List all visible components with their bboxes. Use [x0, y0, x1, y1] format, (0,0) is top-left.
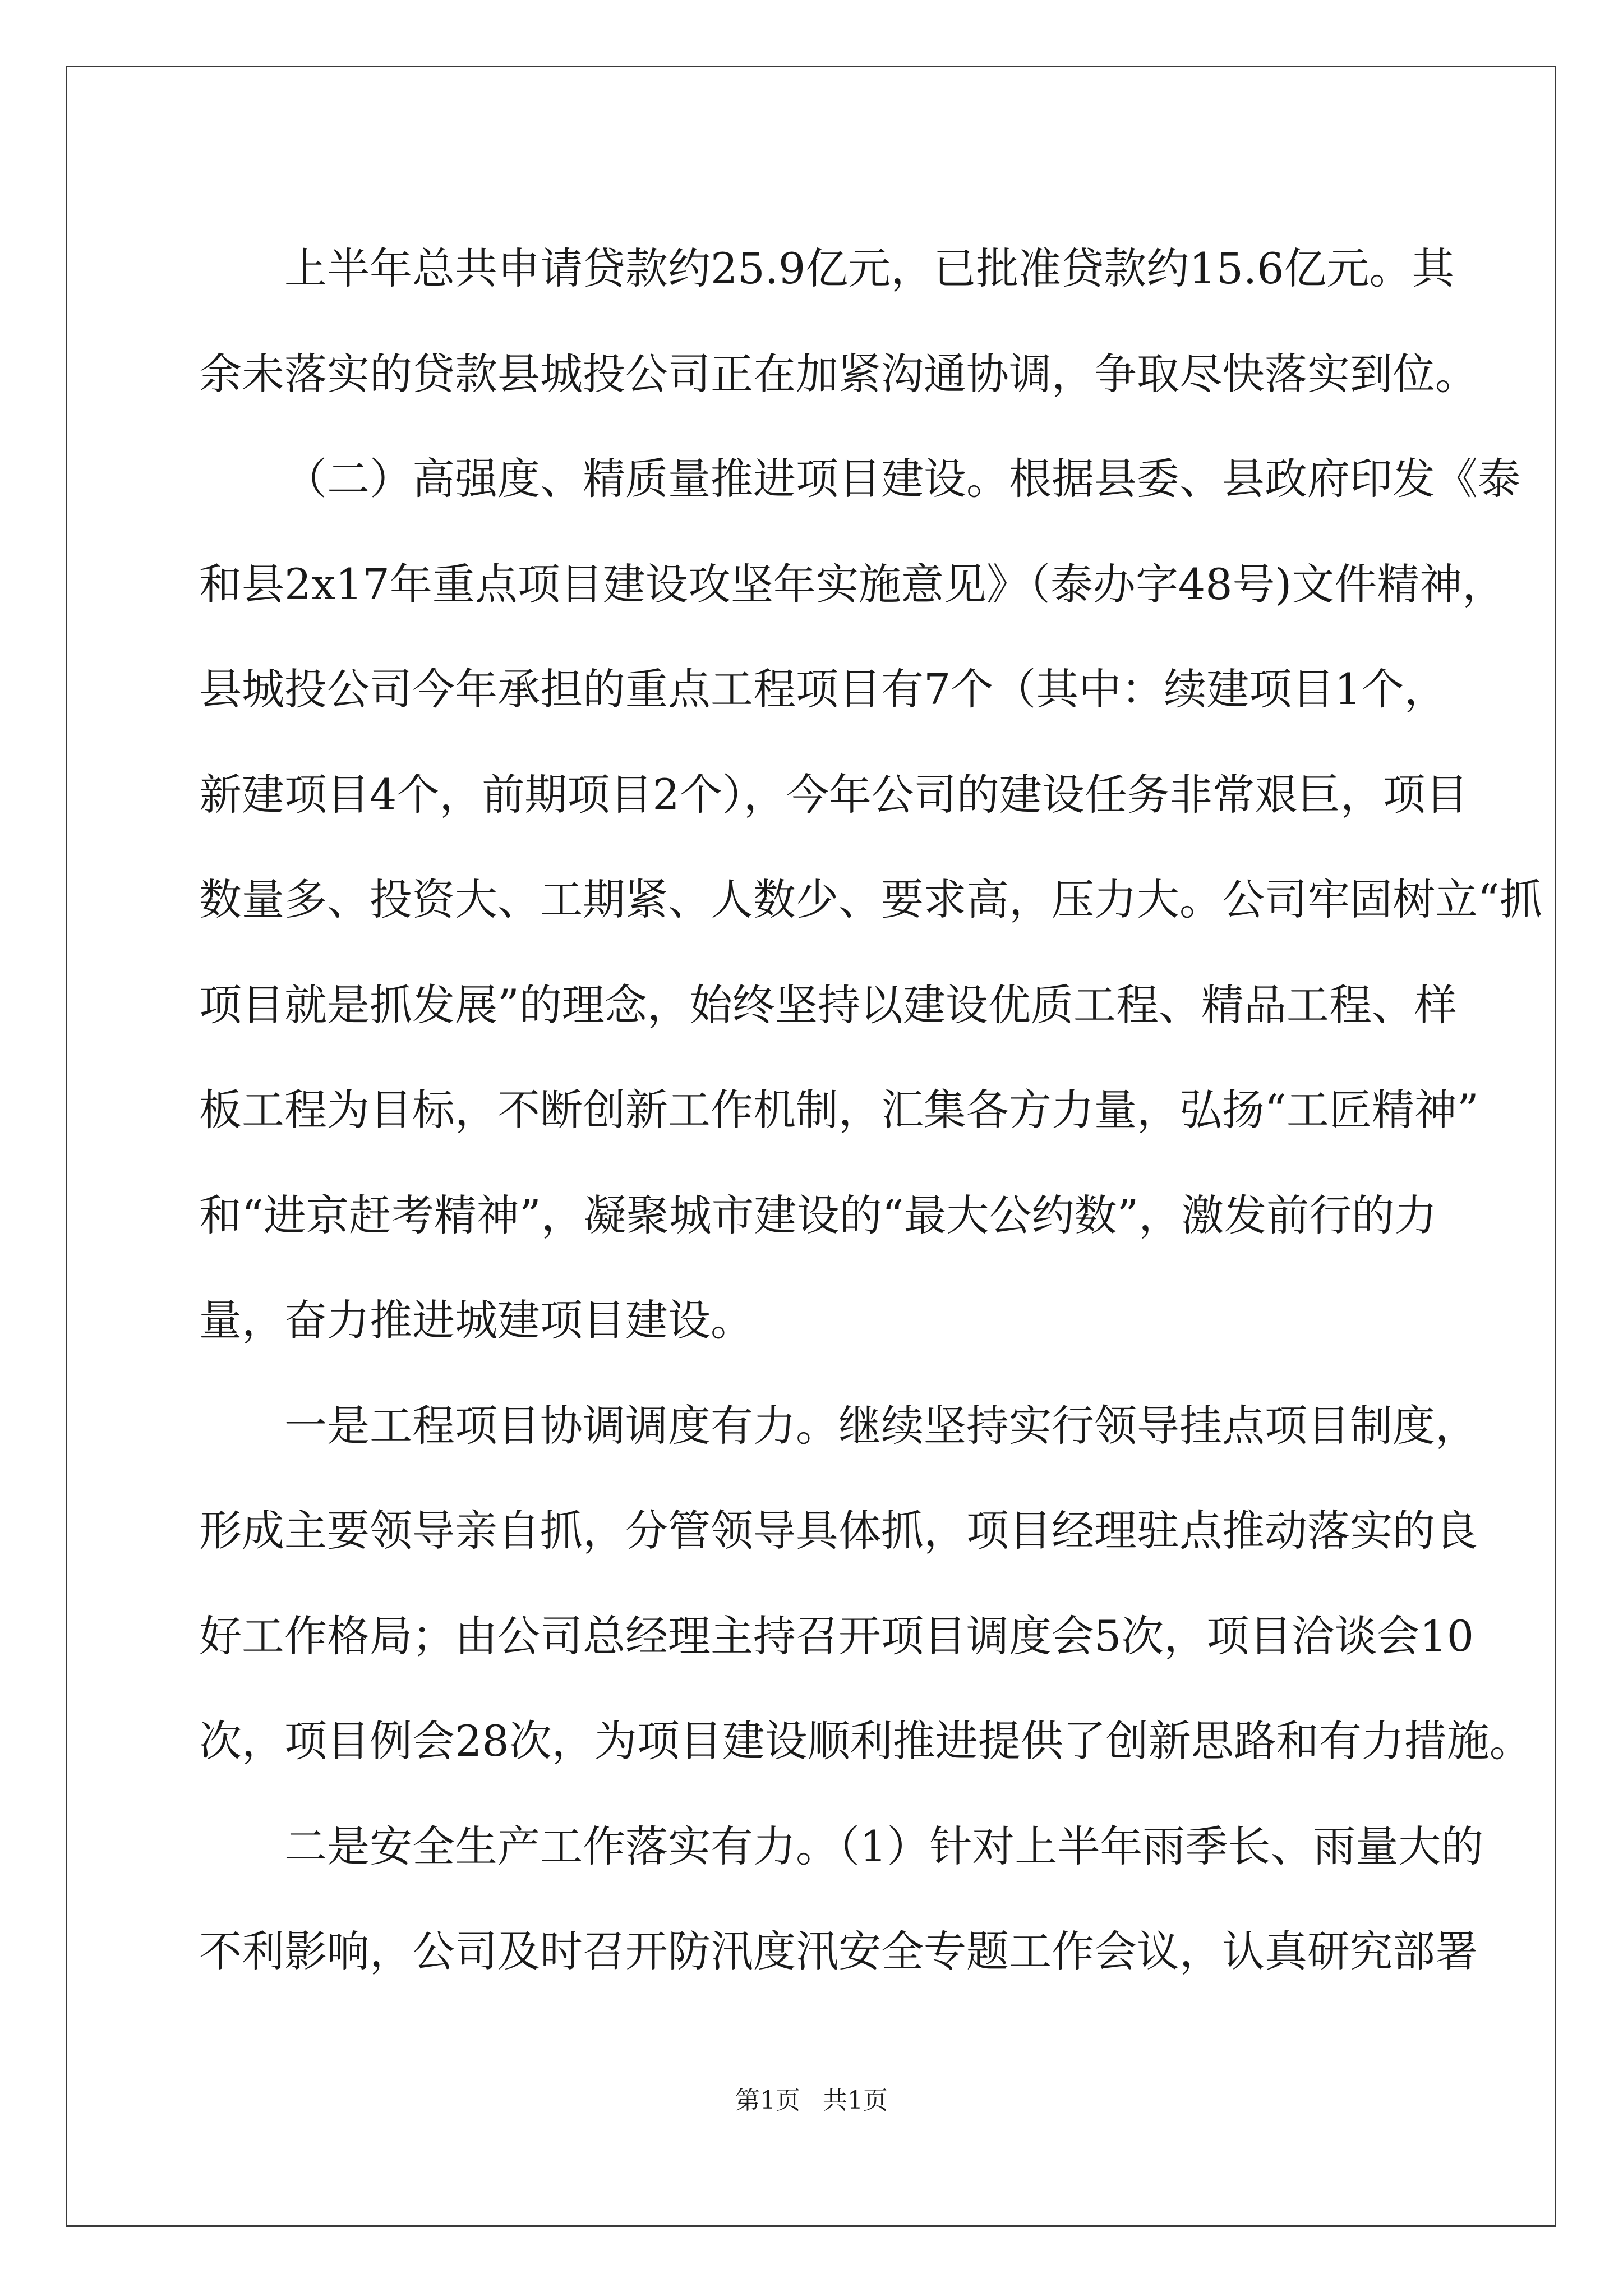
page-total: 共1页: [823, 2086, 888, 2115]
paragraph-line: 形成主要领导亲自抓，分管领导具体抓，项目经理驻点推动落实的良: [199, 1506, 1478, 1556]
paragraph-line: 不利影响，公司及时召开防汛度汛安全专题工作会议，认真研究部署: [199, 1926, 1478, 1976]
paragraph-line: 项目就是抓发展”的理念，始终坚持以建设优质工程、精品工程、样: [199, 979, 1457, 1030]
paragraph-line: 板工程为目标，不断创新工作机制，汇集各方力量，弘扬“工匠精神”: [199, 1085, 1479, 1135]
paragraph-line: 县城投公司今年承担的重点工程项目有7个（其中：续建项目1个，: [199, 664, 1447, 714]
paragraph-line: 数量多、投资大、工期紧、人数少、要求高，压力大。公司牢固树立“抓: [199, 875, 1542, 924]
paragraph-line: 上半年总共申请贷款约25.9亿元，已批准贷款约15.6亿元。其: [284, 243, 1455, 293]
paragraph-line: 次，项目例会28次，为项目建设顺利推进提供了创新思路和有力措施。: [199, 1716, 1532, 1766]
paragraph-line: 和县2x17年重点项目建设攻坚年实施意见》（泰办字48号)文件精神，: [199, 559, 1505, 609]
paragraph-line: （二）高强度、精质量推进项目建设。根据县委、县政府印发《泰: [284, 454, 1520, 504]
paragraph-line: 二是安全生产工作落实有力。（1）针对上半年雨季长、雨量大的: [284, 1821, 1484, 1871]
paragraph-line: 新建项目4个，前期项目2个），今年公司的建设任务非常艰巨，项目: [199, 769, 1468, 820]
paragraph-line: 一是工程项目协调调度有力。继续坚持实行领导挂点项目制度，: [284, 1400, 1478, 1451]
paragraph-line: 量，奋力推进城建项目建设。: [199, 1295, 753, 1345]
paragraph-line: 和“进京赶考精神”，凝聚城市建设的“最大公约数”，激发前行的力: [199, 1190, 1437, 1240]
paragraph-line: 好工作格局；由公司总经理主持召开项目调度会5次，项目洽谈会10: [199, 1611, 1474, 1661]
page-footer: [0, 2084, 1623, 2118]
page-number: 第1页: [735, 2086, 800, 2115]
paragraph-line: 余未落实的贷款县城投公司正在加紧沟通协调，争取尽快落实到位。: [199, 348, 1478, 399]
document-body: [199, 216, 1542, 2004]
